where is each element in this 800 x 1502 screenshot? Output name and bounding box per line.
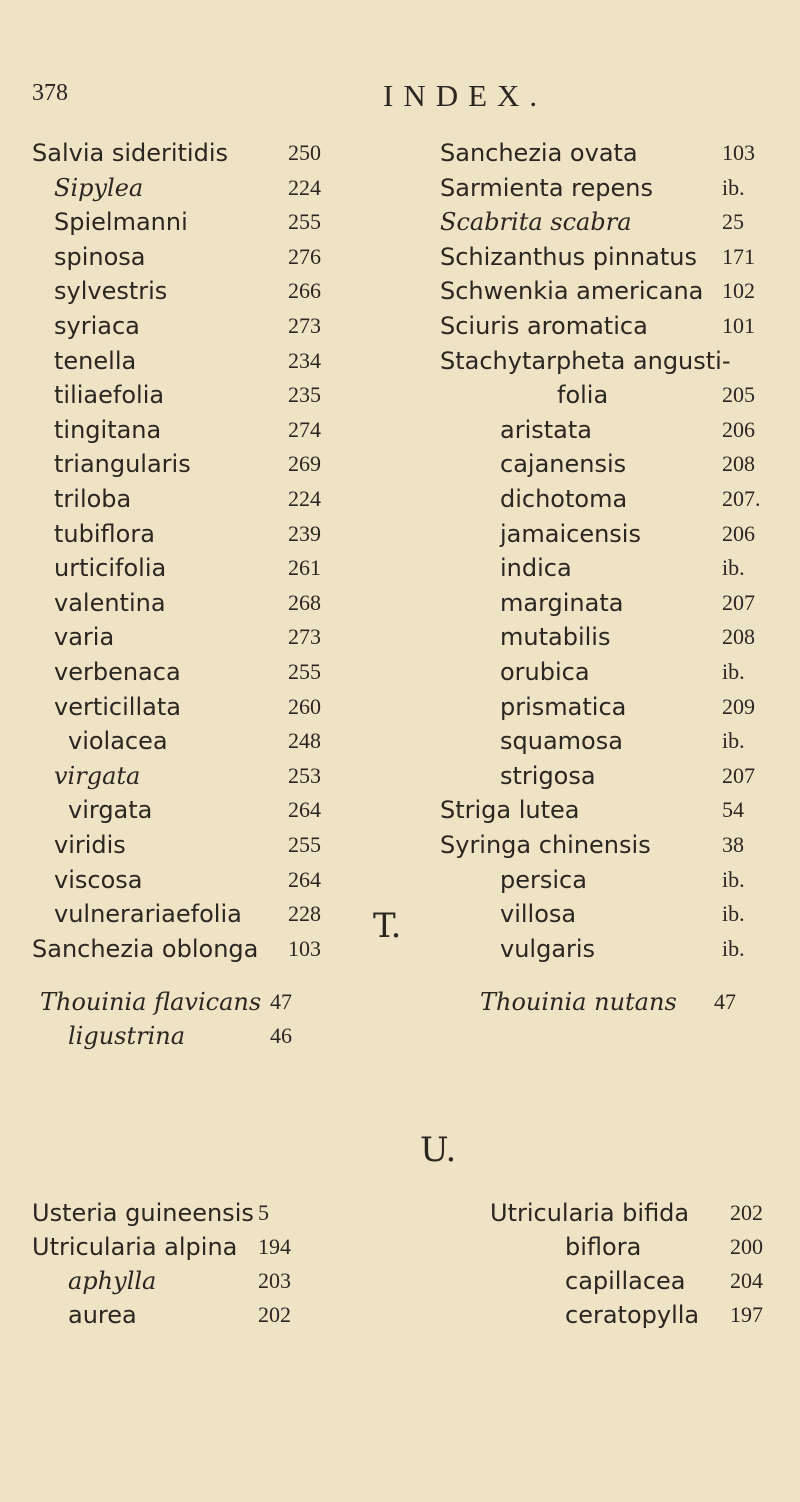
page-reference: 228 (288, 901, 321, 927)
page-reference: 264 (288, 797, 321, 823)
index-entry: aurea (68, 1301, 137, 1329)
index-entry: verticillata (54, 692, 181, 721)
index-entry: aristata (500, 415, 592, 444)
page-reference: 46 (270, 1023, 292, 1048)
page-reference: 255 (288, 209, 321, 235)
page-reference: 47 (714, 989, 736, 1014)
page-reference: ib. (722, 935, 745, 961)
page-reference: 5 (258, 1200, 269, 1225)
index-entry: spinosa (54, 242, 146, 271)
page-reference: 103 (288, 935, 321, 961)
index-entry: urticifolia (54, 554, 167, 583)
index-entry: Sanchezia oblonga (32, 934, 259, 963)
page-reference: 253 (288, 762, 321, 788)
page-header: INDEX. (383, 78, 548, 113)
index-entry: Schizanthus pinnatus (440, 242, 697, 271)
page-reference: ib. (722, 728, 745, 754)
page-reference: 235 (288, 382, 321, 408)
page-reference: 205 (722, 382, 755, 408)
page-reference: 268 (288, 589, 321, 615)
page-reference: 202 (258, 1302, 291, 1327)
index-entry: Usteria guineensis (32, 1199, 254, 1227)
page-reference: 273 (288, 313, 321, 338)
page-reference: 224 (288, 486, 321, 511)
index-entry: folia (557, 381, 609, 410)
page-reference: 274 (288, 416, 321, 442)
index-entry: prismatica (500, 692, 627, 721)
page-reference: 103 (722, 140, 755, 165)
index-entry: tiliaefolia (54, 381, 165, 410)
index-entry: Utricularia bifida (490, 1199, 690, 1227)
index-entry: Syringa chinensis (440, 831, 651, 859)
page-number: 378 (32, 80, 68, 106)
page-reference: 203 (258, 1268, 291, 1293)
page-reference: 38 (722, 832, 744, 857)
index-entry: virgata (68, 796, 153, 825)
index-entry: persica (500, 865, 587, 894)
index-entry: dichotoma (500, 485, 628, 513)
page-reference: 255 (288, 659, 321, 684)
page-reference: 102 (722, 278, 755, 304)
index-entry: sylvestris (54, 277, 168, 306)
index-entry: orubica (500, 658, 590, 686)
index-entry: squamosa (500, 727, 623, 756)
index-entry: villosa (500, 900, 577, 929)
page-reference: 206 (722, 416, 755, 442)
index-entry: cajanensis (500, 450, 627, 479)
page-reference: ib. (722, 659, 745, 684)
page-reference: 266 (288, 278, 321, 304)
index-entry: viscosa (54, 865, 143, 894)
index-entry: Sciuris aromatica (440, 312, 648, 340)
page-reference: 264 (288, 866, 321, 892)
index-entry: indica (500, 554, 572, 583)
page-reference: ib. (722, 174, 745, 200)
index-entry: Spielmanni (54, 208, 188, 237)
page-reference: 250 (288, 140, 321, 165)
index-entry: valentina (54, 588, 166, 617)
index-entry: tingitana (54, 415, 162, 444)
page-reference: 202 (730, 1200, 763, 1225)
page-reference: 273 (288, 624, 321, 650)
index-entry: vulnerariaefolia (54, 900, 242, 929)
page-reference: 276 (288, 243, 321, 269)
page-reference: 224 (288, 174, 321, 200)
page-reference: 239 (288, 520, 321, 546)
page-reference: 255 (288, 832, 321, 857)
index-entry: verbenaca (54, 658, 181, 686)
page-reference: 207 (722, 762, 755, 788)
page-reference: 197 (730, 1302, 763, 1327)
page-reference: 260 (288, 693, 321, 719)
index-entry: tenella (54, 346, 137, 375)
page-reference: 269 (288, 451, 321, 477)
page-reference: 171 (722, 243, 755, 269)
section-heading-t: T. (373, 906, 402, 946)
index-entry: tubiflora (54, 519, 155, 548)
page-reference: 194 (258, 1234, 291, 1259)
page-reference: 204 (730, 1268, 763, 1293)
index-entry: Sanchezia ovata (440, 139, 638, 167)
index-entry: syriaca (54, 312, 140, 340)
index-entry: violacea (68, 727, 168, 756)
page-reference: 261 (288, 555, 321, 581)
index-entry: ligustrina (68, 1022, 186, 1050)
page-reference: 208 (722, 451, 755, 477)
index-entry: Thouinia flavicans (40, 988, 262, 1016)
page-reference: 54 (722, 797, 744, 823)
page-reference: 207 (722, 589, 755, 615)
index-entry: Schwenkia americana (440, 277, 704, 306)
index-entry: varia (54, 623, 115, 652)
index-entry: Sarmienta repens (440, 173, 653, 202)
page-reference: 47 (270, 989, 292, 1014)
index-entry: Stachytarpheta angusti- (440, 346, 731, 375)
page-reference: 209 (722, 693, 755, 719)
index-entry: triangularis (54, 450, 191, 479)
index-entry: mutabilis (500, 623, 611, 652)
index-entry: viridis (54, 831, 126, 859)
index-entry: jamaicensis (500, 519, 641, 548)
page-reference: 208 (722, 624, 755, 650)
index-entry: Salvia sideritidis (32, 139, 229, 167)
index-entry: Utricularia alpina (32, 1233, 238, 1261)
index-entry: strigosa (500, 761, 596, 790)
page-reference: ib. (722, 901, 745, 927)
index-entry: Thouinia nutans (480, 988, 677, 1016)
index-entry: Sipylea (54, 173, 144, 202)
index-entry: biflora (565, 1233, 642, 1261)
page-reference: ib. (722, 555, 745, 581)
index-entry: vulgaris (500, 934, 596, 963)
section-heading-u: U. (420, 1130, 457, 1170)
page-reference: 207. (722, 486, 761, 511)
page-reference: ib. (722, 866, 745, 892)
index-entry: Striga lutea (440, 796, 580, 825)
index-entry: virgata (54, 761, 141, 790)
page-reference: 248 (288, 728, 321, 754)
page-reference: 25 (722, 209, 744, 235)
index-entry: marginata (500, 588, 624, 617)
page-reference: 101 (722, 313, 755, 338)
page-reference: 200 (730, 1234, 763, 1259)
index-entry: capillacea (565, 1267, 686, 1295)
page-reference: 206 (722, 520, 755, 546)
index-entry: aphylla (68, 1267, 157, 1295)
page-reference: 234 (288, 347, 321, 373)
index-entry: Scabrita scabra (440, 208, 632, 237)
index-entry: ceratopylla (565, 1301, 700, 1329)
index-entry: triloba (54, 485, 132, 513)
